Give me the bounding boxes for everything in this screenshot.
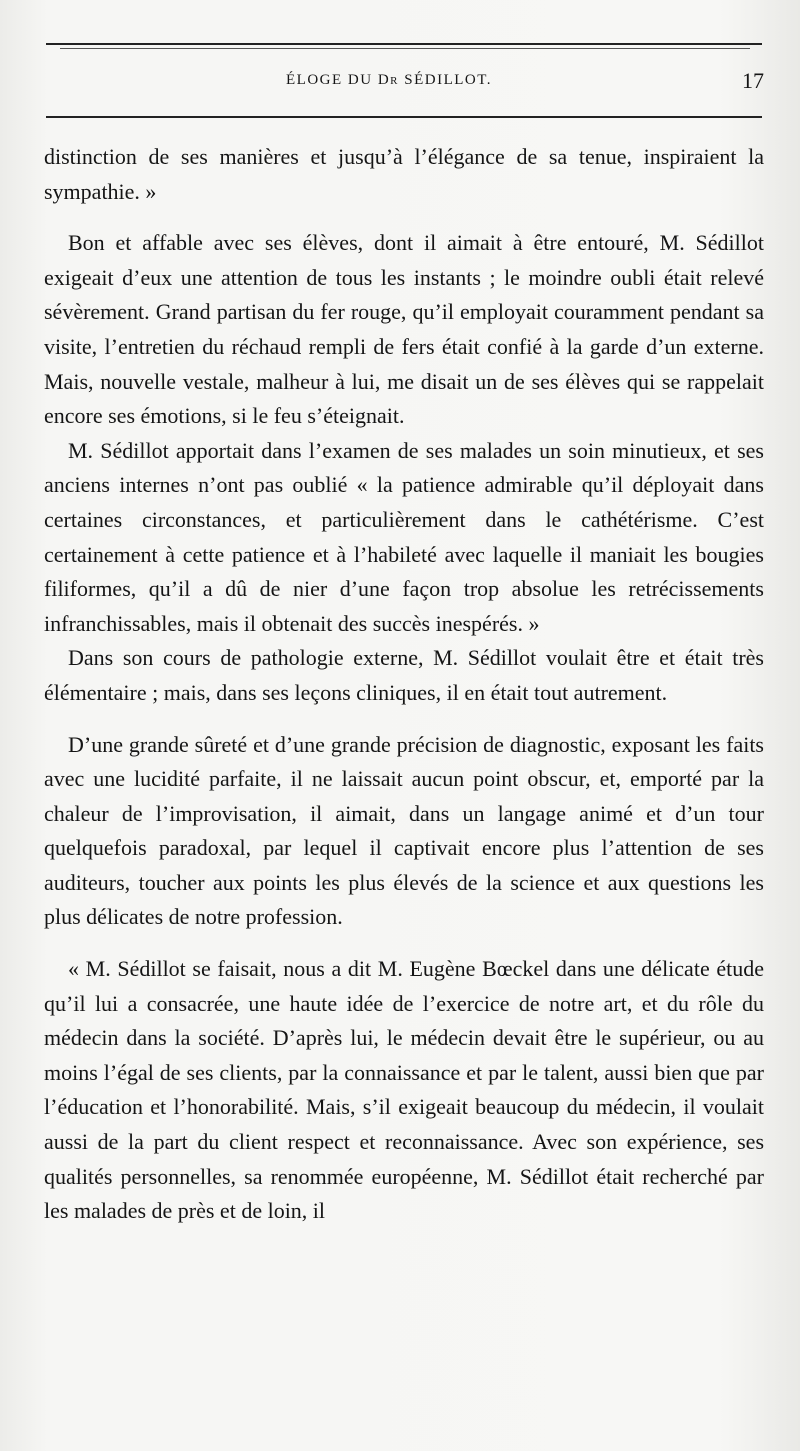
paragraph-2: Bon et affable avec ses élèves, dont il aimait à être entouré, M. Sédillot exigeait d’eux une attention de tous les instants ; le moindre oubli était relevé sévèrement. Grand partisan du fer rouge, qu’il employait couramment pendant sa visite, l’entretien du réchaud rempli de fers était confié à la garde d’un externe. Mais, nouvelle vestale, malheur à lui, me disait un de ses élèves qui se rappelait encore ses émotions, si le feu s’éteignait.: [44, 230, 764, 429]
paragraph-3: M. Sédillot apportait dans l’examen de ses malades un soin minutieux, et ses anciens internes n’ont pas oublié « la patience admirable qu’il déployait dans certaines circonstances, et particulièrement dans le cathétérisme. C’est certainement à cette patience et à l’habileté avec laquelle il maniait les bougies filiformes, qu’il a dû de nier d’une façon trop absolue les retrécissements infranchissables, mais il obtenait des succès inespérés. »: [44, 437, 764, 636]
page-number: 17: [742, 68, 764, 93]
running-title: ÉLOGE DU Dr SÉDILLOT.: [286, 72, 493, 88]
top-rule-thin: [60, 48, 750, 49]
paragraph-4: Dans son cours de pathologie externe, M. Sédillot voulait être et était très élémentaire ; mais, dans ses leçons cliniques, il en était tout autrement.: [44, 645, 764, 705]
paragraph-6: « M. Sédillot se faisait, nous a dit M. Eugène Bœckel dans une délicate étude qu’il lui a consacrée, une haute idée de l’exercice de notre art, et du rôle du médecin dans la société. D’après lui, le médecin devait être le supérieur, ou au moins l’égal de ses clients, par la connaissance et par le talent, aussi bien que par l’éducation et l’honorabilité. Mais, s’il exigeait beaucoup du médecin, il voulait aussi de la part du client respect et reconnaissance. Avec son expérience, ses qualités personnelles, sa renommée européenne, M. Sédillot était recherché par les malades de près et de loin, il: [44, 956, 764, 1224]
top-rule: [46, 43, 762, 45]
body-text: [44, 140, 764, 1229]
paragraph-5: D’une grande sûreté et d’une grande précision de diagnostic, exposant les faits avec une lucidité parfaite, il ne laissait aucun point obscur, et, emporté par la chaleur de l’improvisation, il aimait, dans un langage animé et d’un tour quelquefois paradoxal, par lequel il captivait encore plus l’attention de ses auditeurs, toucher aux points les plus élevés de la science et aux questions les plus délicates de notre profession.: [44, 731, 764, 930]
paragraph-1: distinction de ses manières et jusqu’à l’élégance de sa tenue, inspiraient la sympathie. »: [44, 144, 764, 204]
running-header: [46, 68, 764, 98]
header-rule: [46, 116, 762, 118]
